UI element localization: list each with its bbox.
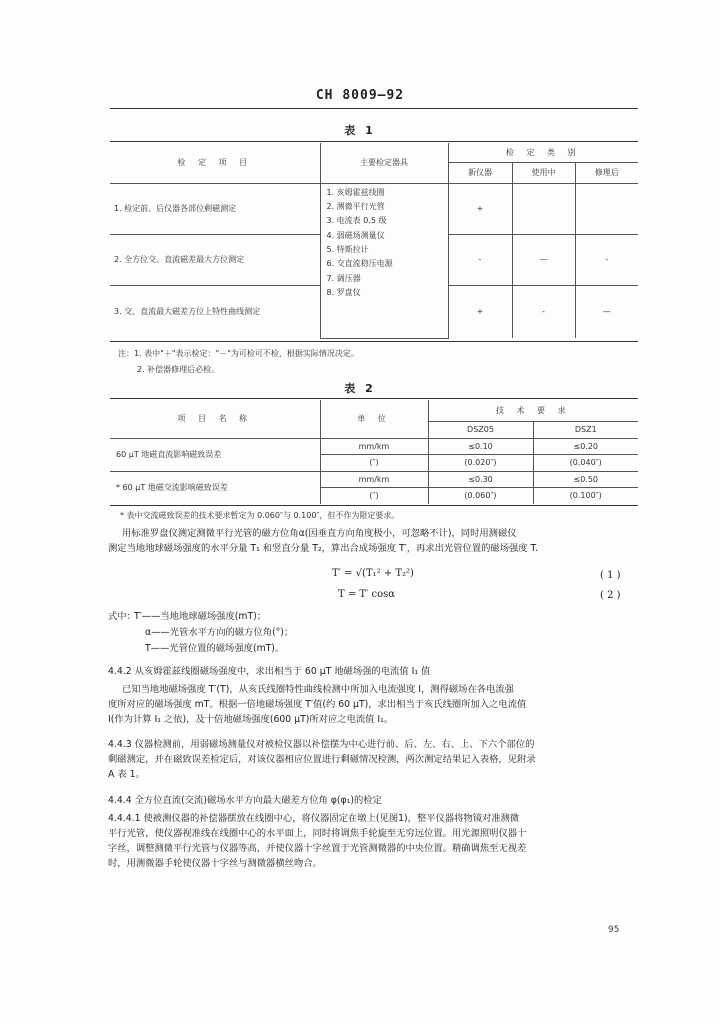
table2-row-2-item: * 60 μT 地磁交流影响磁致误差 xyxy=(110,471,320,504)
instrument-item: 7. 调压器 xyxy=(326,273,361,283)
where-item-3: T——光管位置的磁场强度(mT)。 xyxy=(145,643,285,654)
paragraph-line: 平行光管，使仪器视准线在线圈中心的水平面上，同时将调焦手轮旋至无穷远位置。用光源照明仪器十 xyxy=(108,828,527,839)
paragraph-line: 4.4.3 仪器检测前，用弱磁场测量仪对被检仪器以补偿摆为中心进行前、后、左、右、上、下六个部位的 xyxy=(108,739,535,750)
table2-header-requirements: 技 术 要 求 xyxy=(428,400,638,421)
paragraph-measurement xyxy=(108,526,648,556)
table2-subheader-dsz05: DSZ05 xyxy=(428,421,533,438)
table1-header-category: 检 定 类 别 xyxy=(448,143,638,162)
table2-header-unit: 单 位 xyxy=(320,400,428,438)
paragraph-line: I(作为计算 I₁ 之依)，及十倍地磁场强度(600 μT)所对应之电流值 I₁。 xyxy=(108,714,394,725)
table1-row-1-repaired xyxy=(575,183,638,234)
table2-row-1-dsz1-a: ≤0.20 xyxy=(533,438,638,454)
table1-row-1-in-use xyxy=(512,183,575,234)
table1-instruments-cell xyxy=(320,183,448,338)
running-header: CH 8009—92 xyxy=(315,88,405,103)
table2-row-2-dsz05-a: ≤0.30 xyxy=(428,471,533,487)
table1-bottom-rule xyxy=(110,341,638,342)
table2-header-item: 项 目 名 称 xyxy=(110,400,320,438)
table1-row-3-repaired: — xyxy=(602,307,611,317)
table1-header-instruments: 主要检定器具 xyxy=(320,143,448,183)
formula-2: T = T′ cosα xyxy=(338,589,396,600)
paragraph-line: 剩磁测定，并在磁致误差检定后，对该仪器相应位置进行剩磁情况检测，两次测定结果记入表格，见附录 xyxy=(108,754,536,765)
instrument-item: 1. 亥姆霍兹线圈 xyxy=(326,187,385,197)
table2-subheader-dsz1: DSZ1 xyxy=(533,421,638,438)
where-item-1: T′——当地地球磁场强度(mT)； xyxy=(134,611,267,622)
instrument-item: 2. 测微平行光管 xyxy=(326,201,385,211)
table2-row-1-item: 60 μT 地磁直流影响磁致误差 xyxy=(110,438,320,471)
table2 xyxy=(110,400,638,504)
table1-row-3-in-use: - xyxy=(512,285,575,338)
table1-row-1-item: 1. 检定前、后仪器各部位剩磁测定 xyxy=(110,183,320,234)
table1-row-3-new: + xyxy=(448,285,512,338)
table1-row-2-new: - xyxy=(448,234,512,285)
table1-row-2-item: 2. 全方位交、直流磁差最大方位测定 xyxy=(110,234,320,285)
where-item-2: α——光管水平方向的磁方位角(°)； xyxy=(145,627,294,638)
table2-bottom-rule xyxy=(110,505,638,506)
section-4-4-2-title: 4.4.2 从亥姆霍兹线圈磁场强度中，求出相当于 60 μT 地磁场强的电流值 I₁ 值 xyxy=(108,666,431,677)
table2-caption: 表 2 xyxy=(344,382,376,395)
table2-row-2-dsz05-b: (0.060″) xyxy=(428,487,533,504)
table2-row-1-dsz05-a: ≤0.10 xyxy=(428,438,533,454)
table2-note: * 表中交流磁致误差的技术要求暂定为 0.060″与 0.100″，但不作为限定要求。 xyxy=(120,511,400,520)
page-number: 95 xyxy=(608,925,620,935)
paragraph-line: 字丝，调整测微平行光管与仪器等高，并使仪器十字丝置于光管测微器的中央位置。精确调焦至无视差 xyxy=(108,843,527,854)
table2-row-1-dsz05-b: (0.020″) xyxy=(428,454,533,471)
formula-2-number: ( 2 ) xyxy=(600,590,621,601)
table1-subheader-in-use: 使用中 xyxy=(512,162,575,183)
table1 xyxy=(110,143,638,339)
instrument-item: 5. 特斯拉计 xyxy=(326,245,369,255)
paragraph-line: 时，用测微器手轮使仪器十字丝与测微器横丝吻合。 xyxy=(108,858,322,869)
table1-note-1: 注：1. 表中"＋"表示检定："－"为可检可不检，根据实际情况决定。 xyxy=(118,349,359,358)
section-4-4-2-body xyxy=(108,682,648,727)
paragraph-line: 4.4.4.1 使被测仪器的补偿器摆放在线圈中心，将仪器固定在墩上(见图1)，整平仪器将物镜对准测微 xyxy=(108,813,520,824)
table1-row-2-in-use: — xyxy=(512,234,575,285)
table2-row-2-dsz1-b: (0.100″) xyxy=(569,491,602,501)
formula-1: T′ = √(T₁² + T₂²) xyxy=(332,568,414,579)
table2-row-1-dsz1-b: (0.040″) xyxy=(533,454,638,471)
section-4-4-3 xyxy=(108,737,648,782)
instrument-item: 4. 弱磁场测量仪 xyxy=(326,230,385,240)
where-label: 式中： xyxy=(108,611,136,622)
table2-row-1-unit-a: mm/km xyxy=(320,438,428,454)
table1-subheader-new: 新仪器 xyxy=(448,162,512,183)
table2-top-rule xyxy=(110,398,638,399)
paragraph-line: 测定当地地球磁场强度的水平分量 T₁ 和竖直分量 T₂，算出合成场强度 T′，再求出光管位置的磁场强度 T. xyxy=(108,543,539,554)
instrument-item: 3. 电流表 0.5 级 xyxy=(326,216,387,226)
paragraph-line: 度所对应的磁场强度 mT。根据一倍地磁场强度 T′值(约 60 μT)，求出相当于亥氏线圈所加入之电流值 xyxy=(108,699,527,710)
instrument-item: 8. 罗盘仪 xyxy=(326,288,361,298)
section-4-4-4-1 xyxy=(108,811,648,871)
header-rule xyxy=(110,108,638,109)
table1-row-3-item: 3. 交、直流最大磁差方位上特性曲线测定 xyxy=(110,285,320,338)
instrument-item: 6. 交直流稳压电源 xyxy=(326,259,393,269)
table2-row-2-unit-a: mm/km xyxy=(320,471,428,487)
table1-subheader-repaired: 修理后 xyxy=(575,162,638,183)
table2-row-2-dsz1-a: ≤0.50 xyxy=(533,471,638,487)
table1-note-2: 2. 补偿器修理后必检。 xyxy=(137,365,220,374)
paragraph-line: A 表 1。 xyxy=(108,769,145,780)
table2-row-2-unit-b: (″) xyxy=(320,487,428,504)
table1-header-item: 检 定 项 目 xyxy=(110,143,320,183)
section-4-4-4-title: 4.4.4 全方位直流(交流)磁场水平方向最大磁差方位角 φ(φ₁)的检定 xyxy=(108,795,382,806)
formula-1-number: ( 1 ) xyxy=(600,570,621,581)
paragraph-line: 用标准罗盘仪测定测微平行光管的磁方位角α(因垂直方向角度极小，可忽略不计)，同时用测磁仪 xyxy=(122,528,517,539)
paragraph-line: 已知当地地磁场强度 T′(T)，从亥氏线圈特性曲线检测中所加入电流强度 I，测得磁场在各电流强 xyxy=(122,684,514,695)
table2-row-1-unit-b: (″) xyxy=(320,454,428,471)
table1-caption: 表 1 xyxy=(344,124,376,137)
table1-row-1-new: + xyxy=(448,183,512,234)
table1-top-rule xyxy=(110,141,638,142)
instrument-list xyxy=(327,186,448,301)
table1-row-2-repaired: - xyxy=(575,234,638,285)
